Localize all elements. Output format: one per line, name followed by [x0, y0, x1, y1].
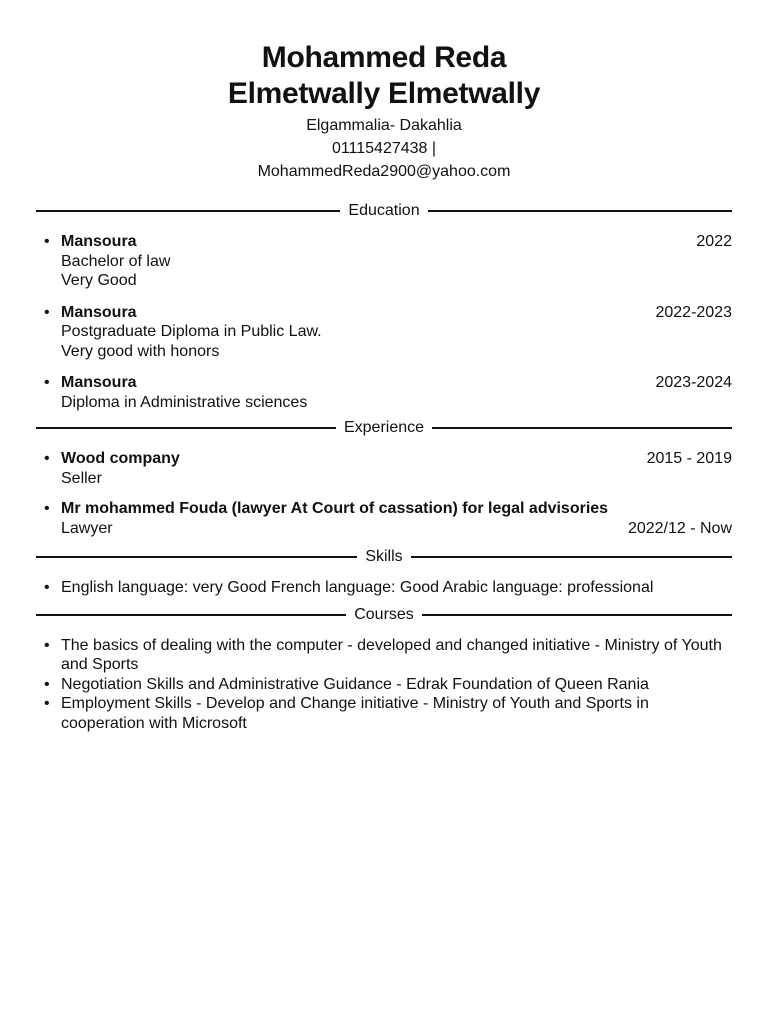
courses-heading: [36, 602, 732, 628]
experience-date: 2022/12 - Now: [627, 519, 732, 537]
education-institution: Mansoura: [61, 233, 137, 250]
experience-date: 2015 - 2019: [646, 450, 732, 467]
heading-rule-right: [411, 556, 732, 558]
skills-text: English language: very Good French language: Good Arabic language: professional: [61, 579, 654, 596]
experience-item: [44, 449, 732, 488]
bullet-icon: •: [44, 303, 50, 321]
name-line-1: Mohammed Reda: [261, 41, 507, 74]
course-text: Employment Skills - Develop and Change initiative - Ministry of Youth and Sports in cooperation with Microsoft: [61, 695, 649, 732]
education-grade: Very Good: [61, 272, 137, 289]
education-grade: Very good with honors: [61, 342, 220, 360]
address: Elgammalia- Dakahlia: [306, 117, 462, 134]
course-text: Negotiation Skills and Administrative Guidance - Edrak Foundation of Queen Rania: [61, 675, 649, 693]
course-item: [44, 636, 732, 675]
education-item: [44, 232, 732, 291]
resume-header: [36, 0, 732, 183]
education-degree: Diploma in Administrative sciences: [61, 393, 308, 411]
bullet-icon: •: [44, 233, 50, 250]
education-date: 2023-2024: [655, 374, 732, 391]
experience-heading-text: Experience: [343, 419, 425, 436]
experience-item: [44, 499, 732, 538]
heading-rule-right: [432, 427, 732, 429]
education-degree: Postgraduate Diploma in Public Law.: [61, 323, 322, 340]
education-date: 2022-2023: [655, 303, 732, 321]
experience-employer: Mr mohammed Fouda (lawyer At Court of cassation) for legal advisories: [61, 500, 609, 517]
experience-heading: [36, 415, 732, 441]
skills-heading-text: Skills: [365, 548, 403, 565]
phone: 01115427438 |: [331, 140, 437, 157]
email: MohammedReda2900@yahoo.com: [257, 163, 511, 180]
education-item: [44, 303, 732, 362]
bullet-icon: •: [44, 500, 50, 517]
course-item: [44, 694, 732, 733]
education-heading: [36, 198, 732, 224]
heading-rule-left: [36, 614, 346, 616]
experience-employer: Wood company: [61, 450, 180, 467]
heading-rule-right: [422, 614, 732, 616]
education-institution: Mansoura: [61, 303, 137, 321]
education-degree: Bachelor of law: [61, 252, 171, 270]
bullet-icon: •: [44, 695, 50, 712]
experience-list: [36, 449, 732, 538]
bullet-icon: •: [44, 675, 50, 693]
skills-list: [36, 578, 732, 598]
education-heading-text: Education: [348, 202, 420, 219]
education-list: [36, 232, 732, 412]
education-date: 2022: [696, 233, 732, 250]
heading-rule-right: [428, 210, 732, 212]
heading-rule-left: [36, 210, 340, 212]
skills-heading: [36, 544, 732, 570]
bullet-icon: •: [44, 450, 50, 467]
contact-info: [36, 114, 732, 183]
heading-rule-left: [36, 556, 357, 558]
bullet-icon: •: [44, 579, 50, 596]
courses-list: [36, 636, 732, 734]
experience-role: Seller: [61, 469, 102, 487]
skills-item: [44, 578, 732, 598]
bullet-icon: •: [44, 374, 50, 391]
education-item: [44, 373, 732, 412]
experience-role: Lawyer: [61, 519, 113, 537]
name-line-2: Elmetwally Elmetwally: [227, 77, 541, 110]
bullet-icon: •: [44, 636, 50, 654]
heading-rule-left: [36, 427, 336, 429]
education-institution: Mansoura: [61, 374, 137, 391]
course-item: [44, 675, 732, 695]
course-text: The basics of dealing with the computer - developed and changed initiative - Ministry of Youth and Sports: [61, 636, 722, 673]
courses-heading-text: Courses: [354, 605, 414, 623]
